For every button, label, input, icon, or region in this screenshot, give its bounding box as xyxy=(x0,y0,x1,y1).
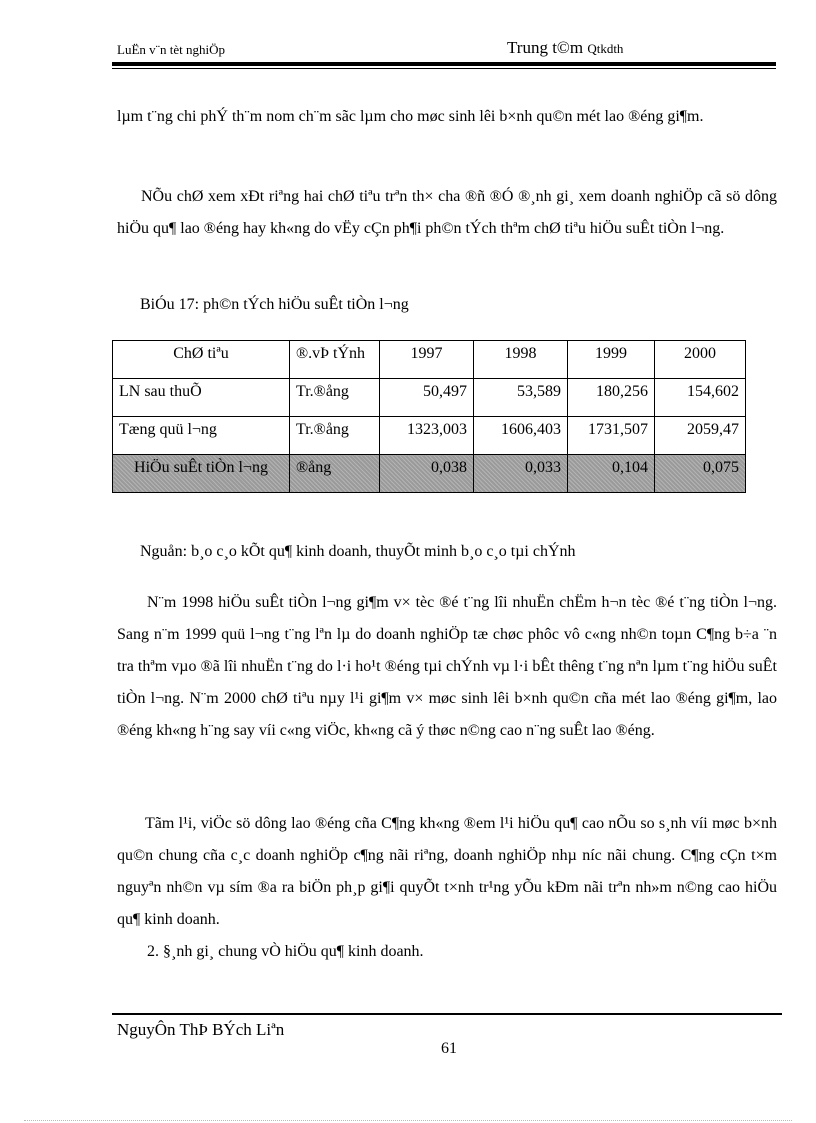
table-header-cell: 1999 xyxy=(568,341,655,379)
table-cell: 154,602 xyxy=(655,379,746,417)
paragraph-2: NÕu chØ xem xÐt riªng hai chØ tiªu trªn th× cha ®ñ ®Ó ®¸nh gi¸ xem doanh nghiÖp cã sö dông hiÖu qu¶ lao ®éng hay kh«ng do vËy cÇn ph¶i ph©n tÝch thªm chØ tiªu hiÖu suÊt tiÒn l¬ng. xyxy=(117,188,777,237)
table-cell: 0,033 xyxy=(474,455,568,493)
table-cell: 1323,003 xyxy=(380,417,474,455)
header-center-label xyxy=(507,38,623,58)
table-cell: ®ång xyxy=(290,455,380,493)
table-cell: Tr.®ång xyxy=(290,417,380,455)
table-cell: 0,038 xyxy=(380,455,474,493)
table-cell: Tr.®ång xyxy=(290,379,380,417)
table-header-cell: 1997 xyxy=(380,341,474,379)
table-header-row xyxy=(113,341,746,379)
table-caption: BiÓu 17: ph©n tÝch hiÖu suÊt tiÒn l¬ng xyxy=(140,296,409,313)
table-cell: 2059,47 xyxy=(655,417,746,455)
paragraph-4: Tãm l¹i, viÖc sö dông lao ®éng cña C¶ng kh«ng ®em l¹i hiÖu qu¶ cao nÕu so s¸nh víi møc b×nh qu©n chung cña c¸c doanh nghiÖp c¶ng nãi riªng, doanh nghiÖp nhµ níc nãi chung. C¶ng cÇn t×m nguyªn nh©n vµ sím ®a ra biÖn ph¸p gi¶i quyÕt t×nh tr¹ng yÕu kÐm nãi trªn nh»m n©ng cao hiÖu qu¶ kinh doanh. xyxy=(117,815,777,928)
table-cell: 0,104 xyxy=(568,455,655,493)
table-header-cell: ®.vÞ tÝnh xyxy=(290,341,380,379)
table-row xyxy=(113,379,746,417)
paragraph-3: N¨m 1998 hiÖu suÊt tiÒn l¬ng gi¶m v× tèc ®é t¨ng lîi nhuËn chËm h¬n tèc ®é t¨ng tiÒn l¬ng. Sang n¨m 1999 quü l¬ng t¨ng lªn lµ do doanh nghiÖp tæ chøc phôc vô c«ng nh©n toµn C¶ng b÷a ¨n tra thªm vµo ®ã lîi nhuËn t¨ng do l·i ho¹t ®éng tµi chÝnh vµ l·i bÊt thêng t¨ng nªn lµm t¨ng hiÖu suÊt tiÒn l¬ng. N¨m 2000 chØ tiªu nµy l¹i gi¶m v× møc sinh lêi b×nh qu©n cña mét lao ®éng gi¶m, lao ®éng kh«ng h¨ng say víi c«ng viÖc, kh«ng cã ý thøc n©ng cao n¨ng suÊt lao ®éng. xyxy=(117,594,777,739)
table-header-cell: 2000 xyxy=(655,341,746,379)
table-cell: 53,589 xyxy=(474,379,568,417)
section-heading: 2. §¸nh gi¸ chung vÒ hiÖu qu¶ kinh doanh. xyxy=(147,943,424,960)
header-thesis-label: LuËn v¨n tèt nghiÖp xyxy=(117,42,225,57)
table-cell: 1606,403 xyxy=(474,417,568,455)
header-center-main: Trung t©m xyxy=(507,38,584,57)
table-cell: HiÖu suÊt tiÒn l¬ng xyxy=(113,455,290,493)
table-cell: 1731,507 xyxy=(568,417,655,455)
footer-rule xyxy=(112,1013,782,1015)
paragraph-1: lµm t¨ng chi phÝ th¨m nom ch¨m sãc lµm cho møc sinh lêi b×nh qu©n mét lao ®éng gi¶m. xyxy=(117,108,704,125)
page-number: 61 xyxy=(441,1040,457,1057)
table-source-note: Nguån: b¸o c¸o kÕt qu¶ kinh doanh, thuyÕt minh b¸o c¸o tµi chÝnh xyxy=(140,543,576,560)
table-header-cell: 1998 xyxy=(474,341,568,379)
table-row xyxy=(113,417,746,455)
header-center-abbrev: Qtkdth xyxy=(587,41,624,56)
footer-author: NguyÔn ThÞ BÝch Liªn xyxy=(117,1020,285,1039)
table-cell: 0,075 xyxy=(655,455,746,493)
table-header-cell: ChØ tiªu xyxy=(113,341,290,379)
header-rule-thick xyxy=(112,62,776,66)
page-edge-dotted-line xyxy=(24,1120,792,1121)
table-cell: Tæng quü l¬ng xyxy=(113,417,290,455)
header-rule-thin xyxy=(112,68,776,69)
table-row-highlighted xyxy=(113,455,746,493)
table-cell: 180,256 xyxy=(568,379,655,417)
table-cell: 50,497 xyxy=(380,379,474,417)
wage-efficiency-table xyxy=(112,340,746,493)
table-cell: LN sau thuÕ xyxy=(113,379,290,417)
